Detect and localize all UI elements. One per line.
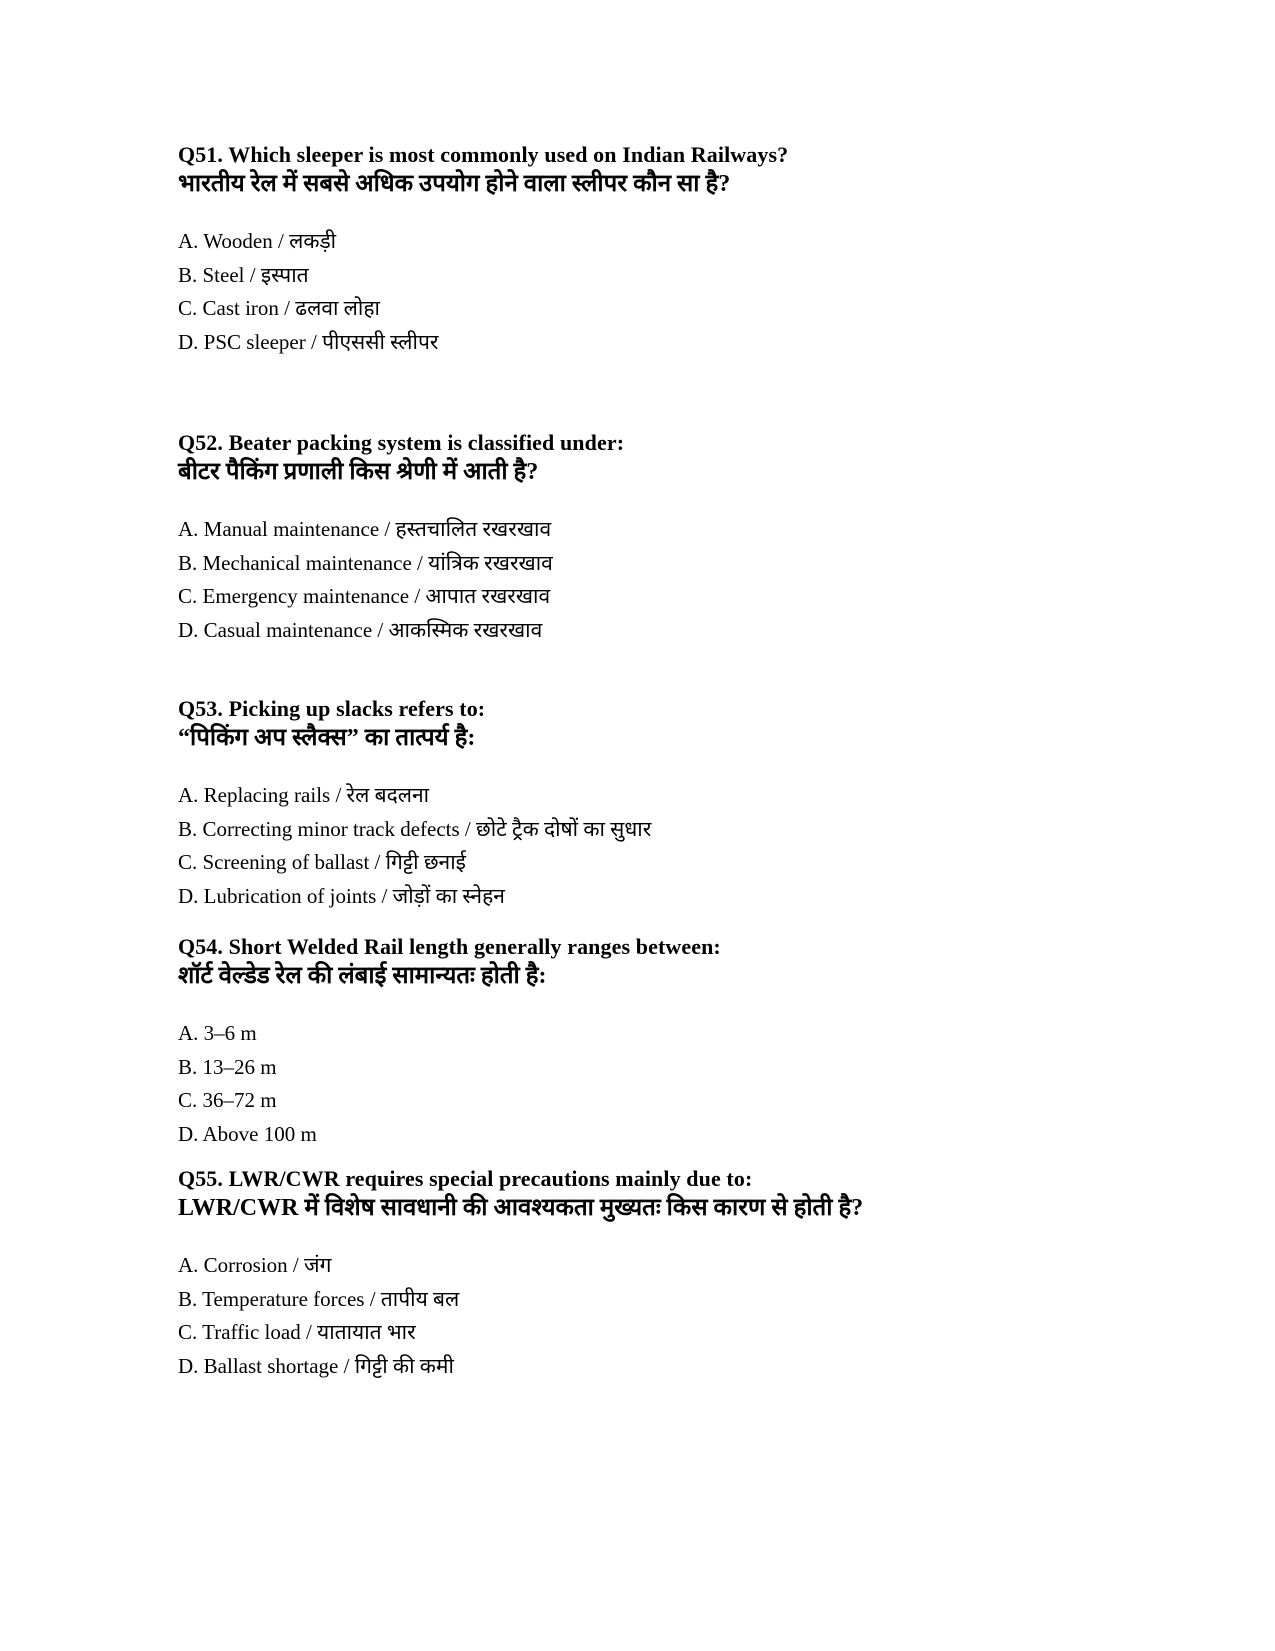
question-block-q51 [178,141,1175,359]
option-a: A. Manual maintenance / हस्तचालित रखरखाव [178,517,552,541]
question-title-english: Q54. Short Welded Rail length generally ranges between: [178,934,721,959]
option-c: C. Emergency maintenance / आपात रखरखाव [178,584,551,608]
option-d: D. PSC sleeper / पीएससी स्लीपर [178,329,439,354]
option-d: D. Casual maintenance / आकस्मिक रखरखाव [178,617,543,642]
option-a: A. Corrosion / जंग [178,1253,332,1277]
options-list [178,1249,1175,1383]
question-block-q52 [178,429,1175,647]
question-title-english: Q55. LWR/CWR requires special precautions mainly due to: [178,1166,753,1191]
question-title-english: Q51. Which sleeper is most commonly used on Indian Railways? [178,142,789,167]
question-block-q53 [178,695,1175,913]
option-b: B. Mechanical maintenance / यांत्रिक रखरखाव [178,550,553,575]
option-b: B. Correcting minor track defects / छोटे ट्रैक दोषों का सुधार [178,816,652,841]
option-b: B. 13–26 m [178,1054,277,1079]
question-title-hindi: भारतीय रेल में सबसे अधिक उपयोग होने वाला स्लीपर कौन सा है? [178,171,731,197]
options-list [178,513,1175,647]
option-a: A. Replacing rails / रेल बदलना [178,783,430,807]
option-b: B. Steel / इस्पात [178,262,309,287]
option-c: C. 36–72 m [178,1088,277,1112]
option-d: D. Above 100 m [178,1121,317,1146]
question-title-hindi: LWR/CWR में विशेष सावधानी की आवश्यकता मुख्यतः किस कारण से होती है? [178,1195,864,1221]
option-b: B. Temperature forces / तापीय बल [178,1286,460,1311]
question-title-hindi: “पिकिंग अप स्लैक्स” का तात्पर्य है: [178,725,476,751]
option-c: C. Screening of ballast / गिट्टी छनाई [178,850,466,874]
question-block-q54 [178,933,1175,1151]
options-list [178,779,1175,913]
question-title-hindi: शॉर्ट वेल्डेड रेल की लंबाई सामान्यतः होती है: [178,963,547,989]
question-title-english: Q52. Beater packing system is classified under: [178,430,625,455]
question-block-q55 [178,1165,1175,1383]
option-c: C. Cast iron / ढलवा लोहा [178,296,380,320]
option-c: C. Traffic load / यातायात भार [178,1320,416,1344]
options-list [178,1017,1175,1151]
option-d: D. Lubrication of joints / जोड़ों का स्नेहन [178,883,505,908]
question-paper-content [178,141,1175,1383]
option-d: D. Ballast shortage / गिट्टी की कमी [178,1353,454,1378]
question-title-hindi: बीटर पैकिंग प्रणाली किस श्रेणी में आती है? [178,459,539,485]
options-list [178,225,1175,359]
question-title-english: Q53. Picking up slacks refers to: [178,696,486,721]
option-a: A. Wooden / लकड़ी [178,229,337,253]
option-a: A. 3–6 m [178,1021,257,1045]
